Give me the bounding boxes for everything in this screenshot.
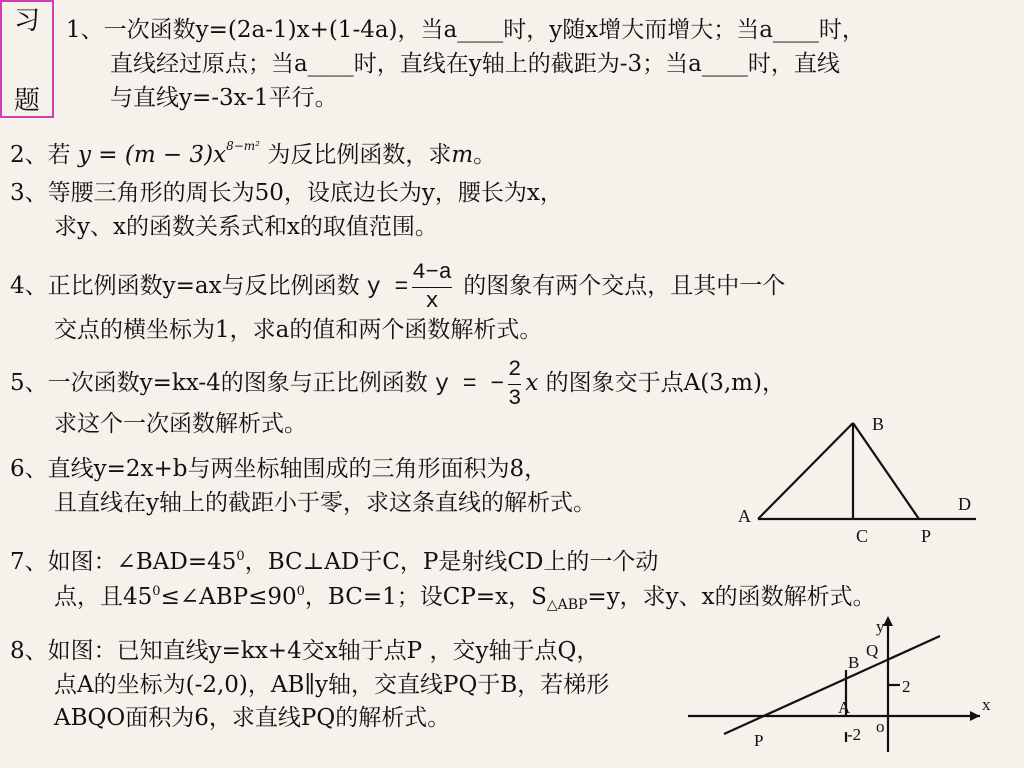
fraction-numerator: 2 bbox=[508, 356, 522, 382]
question-8-line-2: 点A的坐标为(-2,0)，AB∥y轴，交直线PQ于B，若梯形 bbox=[54, 672, 610, 698]
question-2-end: 。 bbox=[473, 142, 497, 168]
question-7-text: ，BC⊥AD于C，P是射线CD上的一个动 bbox=[244, 549, 659, 575]
point-label-q: Q bbox=[866, 641, 879, 660]
triangle-figure bbox=[730, 408, 1020, 558]
question-7-line-1 bbox=[10, 543, 658, 576]
question-4-line-2: 交点的横坐标为1，求a的值和两个函数解析式。 bbox=[54, 317, 543, 343]
fraction-bar bbox=[412, 287, 452, 288]
area-subscript: △ABP bbox=[546, 597, 588, 613]
tick-label-neg2: -2 bbox=[847, 725, 862, 744]
question-7-text: ，BC=1；设CP=x，S bbox=[304, 584, 547, 610]
axis-label-y: y bbox=[876, 617, 885, 636]
section-label-box bbox=[0, 0, 54, 118]
axis-label-x: x bbox=[982, 695, 991, 714]
point-label-b: B bbox=[848, 653, 860, 672]
question-4-suffix: 的图象有两个交点，且其中一个 bbox=[463, 273, 786, 299]
degree-mark: 0 bbox=[236, 549, 245, 564]
question-1-line-2: 直线经过原点；当a____时，直线在y轴上的截距为-3；当a____时，直线 bbox=[110, 51, 840, 77]
question-4-fraction bbox=[412, 261, 452, 314]
question-1-line-3: 与直线y=-3x-1平行。 bbox=[110, 85, 338, 111]
question-5-variable: x bbox=[525, 370, 539, 396]
question-2-suffix: 为反比例函数，求 bbox=[267, 142, 452, 168]
fraction-denominator: x bbox=[425, 288, 439, 314]
question-5-line-2: 求这个一次函数解析式。 bbox=[54, 411, 307, 437]
question-2 bbox=[10, 132, 496, 169]
degree-mark: 0 bbox=[296, 584, 305, 599]
origin-label: o bbox=[876, 717, 885, 736]
question-8-line-3: ABQO面积为6，求直线PQ的解析式。 bbox=[54, 705, 451, 731]
question-2-formula: y = (m − 3)x bbox=[77, 142, 227, 168]
question-8-line-1: 8、如图：已知直线y=kx+4交x轴于点P ，交y轴于点Q， bbox=[10, 638, 600, 664]
question-7-text: 7、如图：∠BAD=45 bbox=[10, 549, 237, 575]
section-label-char: 题 bbox=[14, 86, 41, 116]
degree-mark: 0 bbox=[152, 584, 161, 599]
fraction-bar bbox=[508, 384, 521, 385]
point-label-a: A bbox=[738, 506, 751, 526]
fraction-denominator: 3 bbox=[508, 385, 522, 411]
question-2-variable: m bbox=[451, 142, 474, 168]
question-6-line-1: 6、直线y=2x+b与两坐标轴围成的三角形面积为8， bbox=[10, 456, 548, 482]
question-4-lhs: y = bbox=[366, 274, 409, 300]
question-4-prefix: 4、正比例函数y=ax与反比例函数 bbox=[10, 273, 360, 299]
y-axis-arrow bbox=[883, 616, 893, 626]
question-3-line-1: 3、等腰三角形的周长为50，设底边长为y，腰长为x， bbox=[10, 180, 563, 206]
fraction-numerator: 4−a bbox=[412, 259, 452, 285]
question-2-exponent: 8−m² bbox=[226, 139, 260, 153]
question-3-line-2: 求y、x的函数关系式和x的取值范围。 bbox=[54, 214, 438, 240]
question-7-text: ≤∠ABP≤90 bbox=[160, 584, 297, 610]
tick-label-2: 2 bbox=[902, 677, 911, 696]
point-label-b: B bbox=[872, 414, 885, 434]
question-5-prefix: 5、一次函数y=kx-4的图象与正比例函数 bbox=[10, 370, 428, 396]
question-1-line-1: 1、一次函数y=(2a-1)x+(1-4a)，当a____时，y随x增大而增大；当a____时， bbox=[66, 17, 865, 43]
question-5-suffix: 的图象交于点A(3,m)， bbox=[545, 370, 785, 396]
question-5-line-1 bbox=[10, 354, 785, 412]
question-5-fraction bbox=[508, 358, 521, 411]
question-4-line-1 bbox=[10, 258, 785, 314]
question-7-text: =y，求y、x的函数解析式。 bbox=[587, 584, 876, 610]
x-axis-arrow bbox=[970, 711, 980, 721]
coordinate-figure bbox=[680, 612, 1020, 764]
point-label-a: A bbox=[838, 698, 851, 717]
question-6-line-2: 且直线在y轴上的截距小于零，求这条直线的解析式。 bbox=[54, 490, 596, 516]
segment-bp bbox=[853, 423, 919, 519]
question-5-lhs: y = − bbox=[435, 371, 505, 397]
segment-ab bbox=[758, 423, 853, 519]
point-label-c: C bbox=[856, 526, 869, 546]
question-7-text: 点，且45 bbox=[54, 584, 153, 610]
point-label-p: P bbox=[921, 526, 932, 546]
question-2-prefix: 2、若 bbox=[10, 142, 71, 168]
point-label-p: P bbox=[754, 731, 764, 750]
point-label-d: D bbox=[958, 494, 971, 514]
section-label-char: 习 bbox=[14, 6, 41, 36]
